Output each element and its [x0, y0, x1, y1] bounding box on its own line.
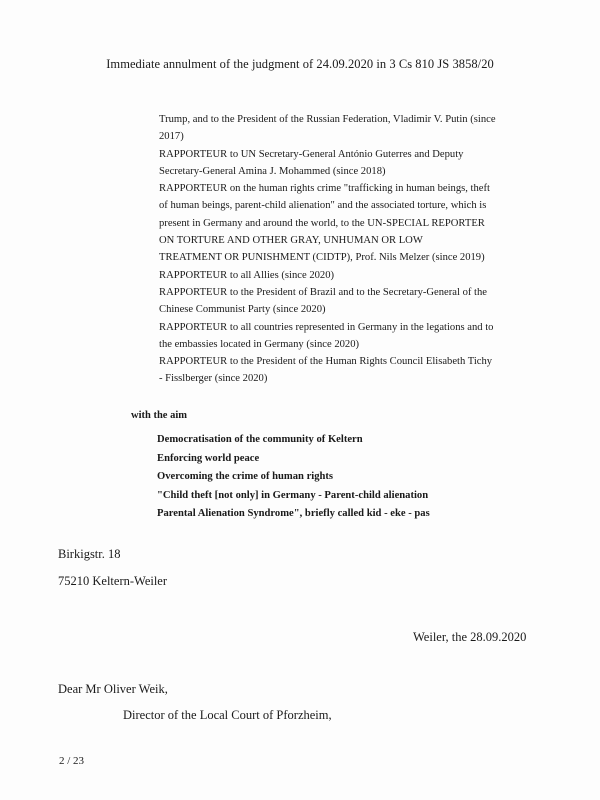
rapporteur-line: the embassies located in Germany (since 2020) — [159, 338, 360, 350]
rapporteur-line: RAPPORTEUR to UN Secretary-General António Guterres and Deputy — [159, 148, 464, 160]
rapporteur-block — [159, 111, 549, 388]
aim-item: Parental Alienation Syndrome", briefly called kid - eke - pas — [157, 508, 430, 519]
rapporteur-line: - Fisslberger (since 2020) — [159, 373, 268, 385]
rapporteur-line: Secretary-General Amina J. Mohammed (since 2018) — [159, 165, 386, 177]
address-city: 75210 Keltern-Weiler — [58, 574, 168, 588]
aim-item: Democratisation of the community of Keltern — [157, 434, 363, 445]
rapporteur-line: ON TORTURE AND OTHER GRAY, UNHUMAN OR LOW — [159, 235, 423, 247]
document-header: Immediate annulment of the judgment of 24.09.2020 in 3 Cs 810 JS 3858/20 — [106, 57, 494, 71]
aim-item: Overcoming the crime of human rights — [157, 471, 334, 482]
rapporteur-line: RAPPORTEUR on the human rights crime "trafficking in human beings, theft — [159, 183, 490, 195]
rapporteur-line: present in Germany and around the world, to the UN-SPECIAL REPORTER — [159, 217, 485, 229]
rapporteur-line: 2017) — [159, 131, 184, 143]
rapporteur-line: RAPPORTEUR to the President of Brazil and to the Secretary-General of the — [159, 286, 487, 298]
address-street: Birkigstr. 18 — [58, 547, 121, 561]
aim-list — [157, 431, 430, 524]
aim-item: "Child theft [not only] in Germany - Parent-child alienation — [157, 489, 429, 501]
page-number: 2 / 23 — [59, 755, 85, 767]
aim-heading: with the aim — [131, 410, 187, 421]
rapporteur-line: of human beings, parent-child alienation" and the associated torture, which is — [159, 200, 487, 212]
aim-item: Enforcing world peace — [157, 452, 260, 464]
rapporteur-line: RAPPORTEUR to all countries represented in Germany in the legations and to — [159, 321, 494, 333]
rapporteur-line: RAPPORTEUR to all Allies (since 2020) — [159, 269, 335, 281]
rapporteur-line: Chinese Communist Party (since 2020) — [159, 304, 326, 316]
dateline: Weiler, the 28.09.2020 — [413, 630, 527, 644]
rapporteur-line: RAPPORTEUR to the President of the Human Rights Council Elisabeth Tichy — [159, 356, 493, 368]
recipient-title: Director of the Local Court of Pforzheim, — [123, 708, 332, 722]
rapporteur-line: Trump, and to the President of the Russian Federation, Vladimir V. Putin (since — [159, 114, 496, 125]
salutation: Dear Mr Oliver Weik, — [58, 682, 168, 696]
rapporteur-line: TREATMENT OR PUNISHMENT (CIDTP), Prof. Nils Melzer (since 2019) — [159, 252, 485, 264]
